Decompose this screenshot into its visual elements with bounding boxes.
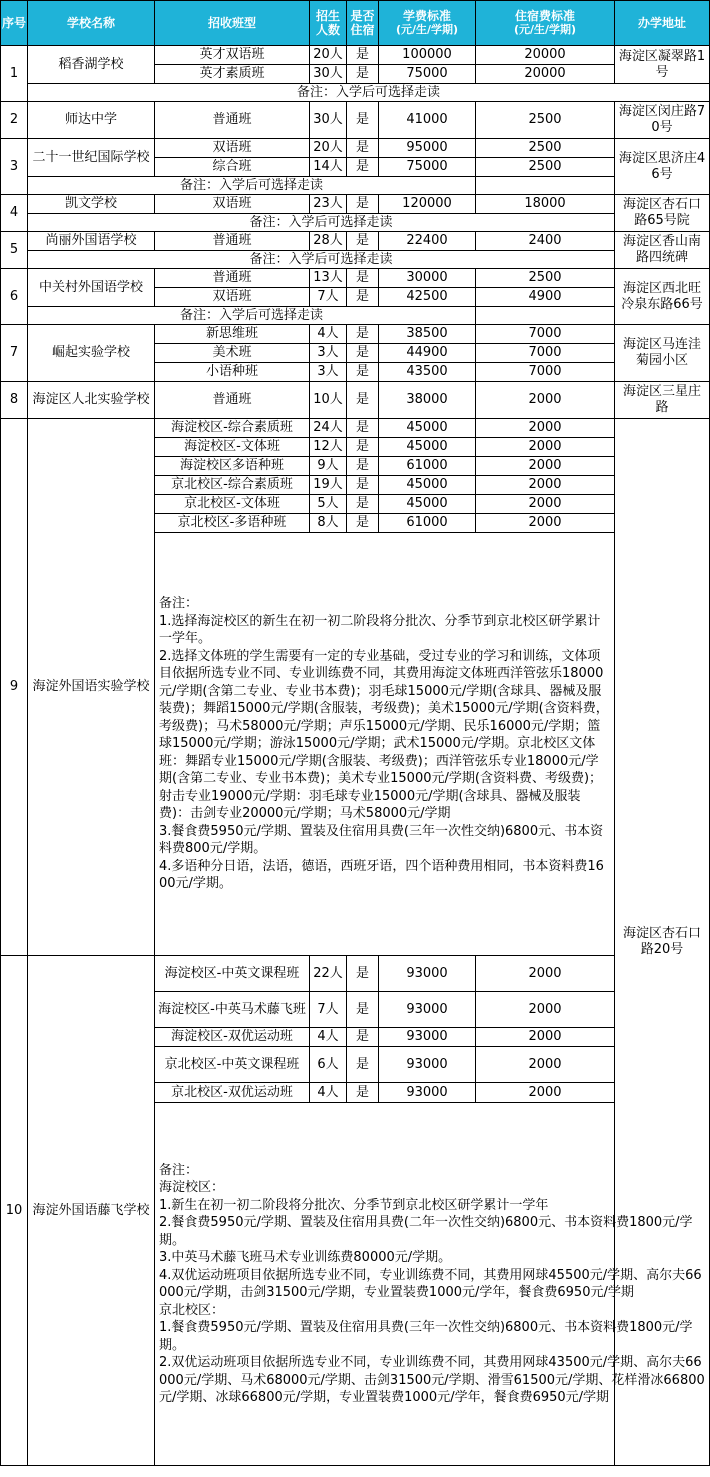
school-no: 4 [1, 195, 28, 232]
class-type: 双语班 [155, 139, 310, 158]
class-lodging: 2000 [476, 956, 615, 992]
class-type: 综合班 [155, 158, 310, 177]
class-tuition: 93000 [379, 1047, 476, 1083]
class-board: 是 [347, 956, 379, 992]
class-tuition: 45000 [379, 476, 476, 495]
school-name: 崛起实验学校 [28, 325, 155, 382]
class-count: 3人 [310, 344, 347, 363]
note-line: 备注： [159, 596, 199, 612]
class-lodging: 2000 [476, 382, 615, 419]
school-address: 海淀区思济庄46号 [615, 139, 710, 195]
school-name: 凯文学校 [28, 195, 155, 214]
class-board: 是 [347, 269, 379, 288]
class-tuition: 95000 [379, 139, 476, 158]
class-board: 是 [347, 1028, 379, 1047]
class-type: 海淀校区-中英文课程班 [155, 956, 310, 992]
class-type: 普通班 [155, 102, 310, 139]
note-line: 海淀校区： [159, 1180, 225, 1195]
class-count: 9人 [310, 457, 347, 476]
class-lodging: 2000 [476, 419, 615, 438]
class-count: 20人 [310, 139, 347, 158]
class-count: 7人 [310, 288, 347, 307]
class-tuition: 93000 [379, 992, 476, 1028]
class-type: 美术班 [155, 344, 310, 363]
class-lodging: 2400 [476, 232, 615, 251]
class-board: 是 [347, 1047, 379, 1083]
class-tuition: 120000 [379, 195, 476, 214]
class-board: 是 [347, 438, 379, 457]
class-count: 4人 [310, 1083, 347, 1103]
class-lodging: 2000 [476, 1047, 615, 1083]
class-type: 京北校区-中英文课程班 [155, 1047, 310, 1083]
class-count: 12人 [310, 438, 347, 457]
school-address: 海淀区香山南路四统碑 [615, 232, 710, 269]
school-address: 海淀区马连洼菊园小区 [615, 325, 710, 382]
class-board: 是 [347, 419, 379, 438]
class-lodging: 2000 [476, 457, 615, 476]
class-board: 是 [347, 195, 379, 214]
note-line: 2.餐食费5950元/学期、置装及住宿用具费(二年一次性交纳)6800元、书本资料费1800元/学期。 [159, 1215, 693, 1248]
header-enroll: 招生人数 [310, 1, 347, 46]
class-tuition: 75000 [379, 158, 476, 177]
note-line: 3.餐食费5950元/学期、置装及住宿用具费(三年一次性交纳)6800元、书本资料费800元/学期。 [159, 823, 604, 857]
school-name: 海淀区人北实验学校 [28, 382, 155, 419]
class-type: 海淀校区-文体班 [155, 438, 310, 457]
class-lodging: 2500 [476, 158, 615, 177]
class-board: 是 [347, 65, 379, 84]
table-row [1, 46, 710, 65]
class-type: 海淀校区-中英马术藤飞班 [155, 992, 310, 1028]
school-no: 9 [1, 419, 28, 956]
school-note [155, 1103, 710, 1466]
class-tuition: 43500 [379, 363, 476, 382]
class-tuition: 42500 [379, 288, 476, 307]
header-address: 办学地址 [615, 1, 710, 46]
class-lodging: 18000 [476, 195, 615, 214]
note-line: 1.新生在初一初二阶段将分批次、分季节到京北校区研学累计一学年 [159, 1197, 549, 1213]
class-count: 7人 [310, 992, 347, 1028]
class-count: 3人 [310, 363, 347, 382]
class-count: 22人 [310, 956, 347, 992]
remark-row [1, 307, 710, 325]
school-remark: 备注：入学后可选择走读 [28, 307, 476, 325]
note-line: 2.选择文体班的学生需要有一定的专业基础，受过专业的学习和训练，文体项目依据所选专业不同、专业训练费不同，其费用海淀文体班西洋管弦乐18000元/学期(含第二专业、专业书本费)；羽毛球15000元/学期(含球具、器械及服装费)；舞蹈15000元/学期(含服装，考级费)；美术15000元/学期(含资料费，考级费)；马术58000元/学期；声乐15000元/学期、民乐16000元/学期；篮球15000元/学期；游泳15000元/学期；武术15000元/学期。京北校区文体班：舞蹈专业15000元/学期(含服装、考级费)；西洋管弦乐专业18000元/学期(含第二专业、专业书本费)；美术专业15000元/学期(含资料费、考级费)；射击专业19000元/学期：羽毛球专业15000元/学期(含球具、器械及服装费)：击剑专业20000元/学期；马术58000元/学期 [159, 648, 609, 822]
class-type: 双语班 [155, 195, 310, 214]
school-no: 3 [1, 139, 28, 195]
remark-row [1, 84, 710, 102]
class-tuition: 100000 [379, 46, 476, 65]
class-lodging: 2000 [476, 495, 615, 514]
class-type: 英才素质班 [155, 65, 310, 84]
school-address: 海淀区三星庄路 [615, 382, 710, 419]
note-line: 1.选择海淀校区的新生在初一初二阶段将分批次、分季节到京北校区研学累计一学年。 [159, 613, 601, 647]
table-row [1, 139, 710, 158]
table-row [1, 325, 710, 344]
school-name: 二十一世纪国际学校 [28, 139, 155, 177]
class-count: 23人 [310, 195, 347, 214]
note-line: 3.中英马术藤飞班马术专业训练费80000元/学期。 [159, 1250, 452, 1265]
class-type: 京北校区-双优运动班 [155, 1083, 310, 1103]
header-class: 招收班型 [155, 1, 310, 46]
class-board: 是 [347, 1083, 379, 1103]
class-count: 20人 [310, 46, 347, 65]
class-lodging: 2500 [476, 269, 615, 288]
class-type: 普通班 [155, 382, 310, 419]
class-count: 13人 [310, 269, 347, 288]
class-tuition: 45000 [379, 495, 476, 514]
class-count: 14人 [310, 158, 347, 177]
class-count: 5人 [310, 495, 347, 514]
remark-row [1, 214, 710, 232]
class-board: 是 [347, 992, 379, 1028]
school-name: 师达中学 [28, 102, 155, 139]
school-name: 稻香湖学校 [28, 46, 155, 84]
class-tuition: 93000 [379, 1028, 476, 1047]
class-board: 是 [347, 363, 379, 382]
class-lodging: 2000 [476, 1083, 615, 1103]
class-tuition: 38500 [379, 325, 476, 344]
class-lodging: 2500 [476, 139, 615, 158]
header-seq: 序号 [1, 1, 28, 46]
class-lodging: 2500 [476, 102, 615, 139]
class-type: 海淀校区多语种班 [155, 457, 310, 476]
school-name: 海淀外国语藤飞学校 [28, 956, 155, 1466]
class-lodging: 2000 [476, 992, 615, 1028]
school-no: 1 [1, 46, 28, 102]
class-type: 双语班 [155, 288, 310, 307]
class-count: 10人 [310, 382, 347, 419]
school-no: 5 [1, 232, 28, 269]
header-row [1, 1, 710, 46]
table-row [1, 419, 710, 438]
school-address: 海淀区凝翠路1号 [615, 46, 710, 84]
class-type: 普通班 [155, 269, 310, 288]
table-row [1, 269, 710, 288]
class-tuition: 30000 [379, 269, 476, 288]
class-count: 24人 [310, 419, 347, 438]
class-type: 普通班 [155, 232, 310, 251]
school-remark: 备注：入学后可选择走读 [28, 177, 476, 195]
note-line: 4.多语种分日语，法语，德语，西班牙语，四个语种费用相同，书本资料费1600元/学期。 [159, 858, 604, 892]
table-row [1, 195, 710, 214]
school-address: 海淀区杏石口路20号 [615, 419, 710, 1466]
school-no: 8 [1, 382, 28, 419]
school-address: 海淀区闵庄路70号 [615, 102, 710, 139]
class-tuition: 45000 [379, 438, 476, 457]
class-board: 是 [347, 46, 379, 65]
school-address: 海淀区杏石口路65号院 [615, 195, 710, 232]
class-board: 是 [347, 139, 379, 158]
class-count: 4人 [310, 1028, 347, 1047]
school-no: 10 [1, 956, 28, 1466]
class-lodging: 20000 [476, 46, 615, 65]
school-remark: 备注：入学后可选择走读 [28, 251, 615, 269]
class-tuition: 45000 [379, 419, 476, 438]
note-line: 备注： [159, 1162, 199, 1178]
class-board: 是 [347, 344, 379, 363]
class-lodging: 4900 [476, 288, 615, 307]
class-type: 京北校区-多语种班 [155, 514, 310, 533]
header-lodging-unit: (元/生/学期) [513, 23, 577, 36]
class-tuition: 61000 [379, 457, 476, 476]
school-no: 7 [1, 325, 28, 382]
header-tuition-label: 学费标准 [402, 9, 451, 23]
table-row [1, 956, 710, 992]
class-lodging: 2000 [476, 476, 615, 495]
class-tuition: 61000 [379, 514, 476, 533]
note-line: 京北校区： [159, 1302, 225, 1318]
class-board: 是 [347, 457, 379, 476]
class-board: 是 [347, 232, 379, 251]
class-type: 京北校区-文体班 [155, 495, 310, 514]
class-board: 是 [347, 495, 379, 514]
class-type: 英才双语班 [155, 46, 310, 65]
class-type: 京北校区-综合素质班 [155, 476, 310, 495]
school-name: 尚丽外国语学校 [28, 232, 155, 251]
class-tuition: 93000 [379, 956, 476, 992]
class-type: 海淀校区-综合素质班 [155, 419, 310, 438]
class-count: 19人 [310, 476, 347, 495]
class-tuition: 41000 [379, 102, 476, 139]
note-line: 2.双优运动班项目依据所选专业不同，专业训练费不同，其费用网球43500元/学期、高尔夫66000元/学期、马术68000元/学期、击剑31500元/学期、滑雪61500元/学期、花样滑冰66800元/学期、冰球66800元/学期，专业置装费1000元/学年，餐食费6950元/学期 [159, 1355, 705, 1405]
class-lodging: 7000 [476, 344, 615, 363]
school-address: 海淀区西北旺冷泉东路66号 [615, 269, 710, 325]
header-lodging [476, 1, 615, 46]
header-school: 学校名称 [28, 1, 155, 46]
table-row [1, 232, 710, 251]
class-count: 28人 [310, 232, 347, 251]
class-lodging: 20000 [476, 65, 615, 84]
class-lodging: 2000 [476, 514, 615, 533]
class-board: 是 [347, 288, 379, 307]
class-lodging: 7000 [476, 363, 615, 382]
header-lodging-label: 住宿费标准 [514, 9, 575, 23]
school-remark: 备注：入学后可选择走读 [28, 214, 615, 232]
school-note [155, 533, 615, 956]
table-row [1, 382, 710, 419]
school-no: 6 [1, 269, 28, 325]
class-board: 是 [347, 476, 379, 495]
class-type: 小语种班 [155, 363, 310, 382]
table-row [1, 102, 710, 139]
class-count: 30人 [310, 65, 347, 84]
school-name: 中关村外国语学校 [28, 269, 155, 307]
school-name: 海淀外国语实验学校 [28, 419, 155, 956]
class-count: 8人 [310, 514, 347, 533]
class-lodging: 2000 [476, 1028, 615, 1047]
note-line: 1.餐食费5950元/学期、置装及住宿用具费(三年一次性交纳)6800元、书本资料费1800元/学期。 [159, 1320, 693, 1353]
class-lodging: 2000 [476, 438, 615, 457]
class-tuition: 22400 [379, 232, 476, 251]
class-count: 30人 [310, 102, 347, 139]
class-tuition: 44900 [379, 344, 476, 363]
class-count: 4人 [310, 325, 347, 344]
class-type: 新思维班 [155, 325, 310, 344]
school-no: 2 [1, 102, 28, 139]
class-board: 是 [347, 382, 379, 419]
class-board: 是 [347, 102, 379, 139]
remark-row [1, 251, 710, 269]
class-tuition: 38000 [379, 382, 476, 419]
class-tuition: 75000 [379, 65, 476, 84]
note-line: 4.双优运动班项目依据所选专业不同，专业训练费不同，其费用网球45500元/学期、高尔夫66000元/学期，击剑31500元/学期，专业置装费1000元/学年，餐食费6950元/学期 [159, 1267, 702, 1300]
class-board: 是 [347, 514, 379, 533]
remark-row [1, 177, 710, 195]
class-tuition: 93000 [379, 1083, 476, 1103]
class-board: 是 [347, 158, 379, 177]
header-tuition-unit: (元/生/学期) [395, 23, 459, 36]
school-remark: 备注：入学后可选择走读 [28, 84, 710, 102]
class-count: 6人 [310, 1047, 347, 1083]
header-tuition [379, 1, 476, 46]
class-lodging: 7000 [476, 325, 615, 344]
header-board: 是否住宿 [347, 1, 379, 46]
class-board: 是 [347, 325, 379, 344]
class-type: 海淀校区-双优运动班 [155, 1028, 310, 1047]
